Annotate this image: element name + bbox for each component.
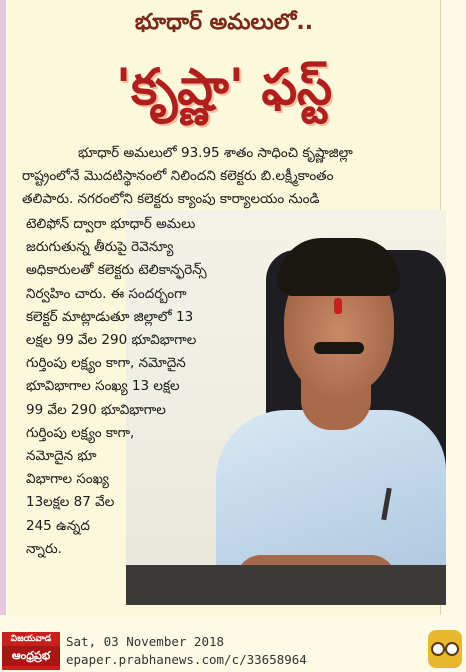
- article-kicker: భూధార్ అమలులో..: [134, 10, 314, 35]
- body-line: భూవిభాగాల సంఖ్య 13 లక్షల: [26, 378, 180, 395]
- page-edge: [0, 0, 6, 615]
- logo-title: ఆంధ్రప్రభ: [2, 646, 60, 666]
- owl-eye-icon: [445, 642, 459, 656]
- news-clipping: [8, 0, 441, 615]
- body-line: నిర్వహిం చారు. ఈ సందర్బంగా: [26, 285, 187, 302]
- body-line: కలెక్టర్ మాట్లాడుతూ జిల్లాలో 13: [26, 308, 194, 325]
- article-body-top: [22, 142, 432, 211]
- owl-mascot-icon: [428, 630, 462, 668]
- article-body-column: [26, 213, 276, 561]
- body-line: తలిపారు. నగరంలోని కలెక్టరు క్యాంపు కార్యాలయం నుండి: [22, 191, 320, 207]
- body-line: గుర్తింపు లక్ష్యం కాగా, నమోదైన: [26, 355, 186, 372]
- body-line: విభాగాల సంఖ్య: [26, 471, 109, 488]
- body-line: లక్షల 99 వేల 290 భూవిభాగాల: [26, 332, 197, 349]
- body-line: జరుగుతున్న తీరుపై రెవెన్యూ: [26, 239, 174, 256]
- body-line: భూధార్ అమలులో 93.95 శాతం సాధించి కృష్ణాజిల్లా: [78, 145, 353, 161]
- body-line: రాష్ట్రంలోనే మొదటిస్థానంలో నిలిందని కలెక్టరు బి.లక్ష్మీకాంతం: [22, 168, 334, 184]
- logo-city: విజయవాడ: [10, 634, 52, 644]
- article-headline: 'కృష్ణా' ఫస్ట్: [115, 58, 333, 116]
- body-line: 99 వేల 290 భూవిభాగాల: [26, 401, 166, 418]
- epaper-link[interactable]: epaper.prabhanews.com/c/33658964: [66, 652, 307, 667]
- publish-date: Sat, 03 November 2018: [66, 634, 225, 649]
- body-line: టెలిఫోన్ ద్వారా భూధార్ అమలు: [26, 216, 196, 232]
- body-line: గుర్తింపు లక్ష్యం కాగా,: [26, 424, 135, 441]
- body-line: 13లక్షల 87 వేల: [26, 494, 115, 511]
- body-line: అధికారులతో కలెక్టరు టెలికాన్ఫరెన్స్: [26, 262, 207, 279]
- body-line: 245 ఉన్నద: [26, 517, 90, 534]
- body-line: న్నారు.: [26, 540, 62, 557]
- owl-eye-icon: [431, 642, 445, 656]
- newspaper-logo[interactable]: [2, 632, 60, 670]
- body-line: నమోదైన భూ: [26, 448, 97, 465]
